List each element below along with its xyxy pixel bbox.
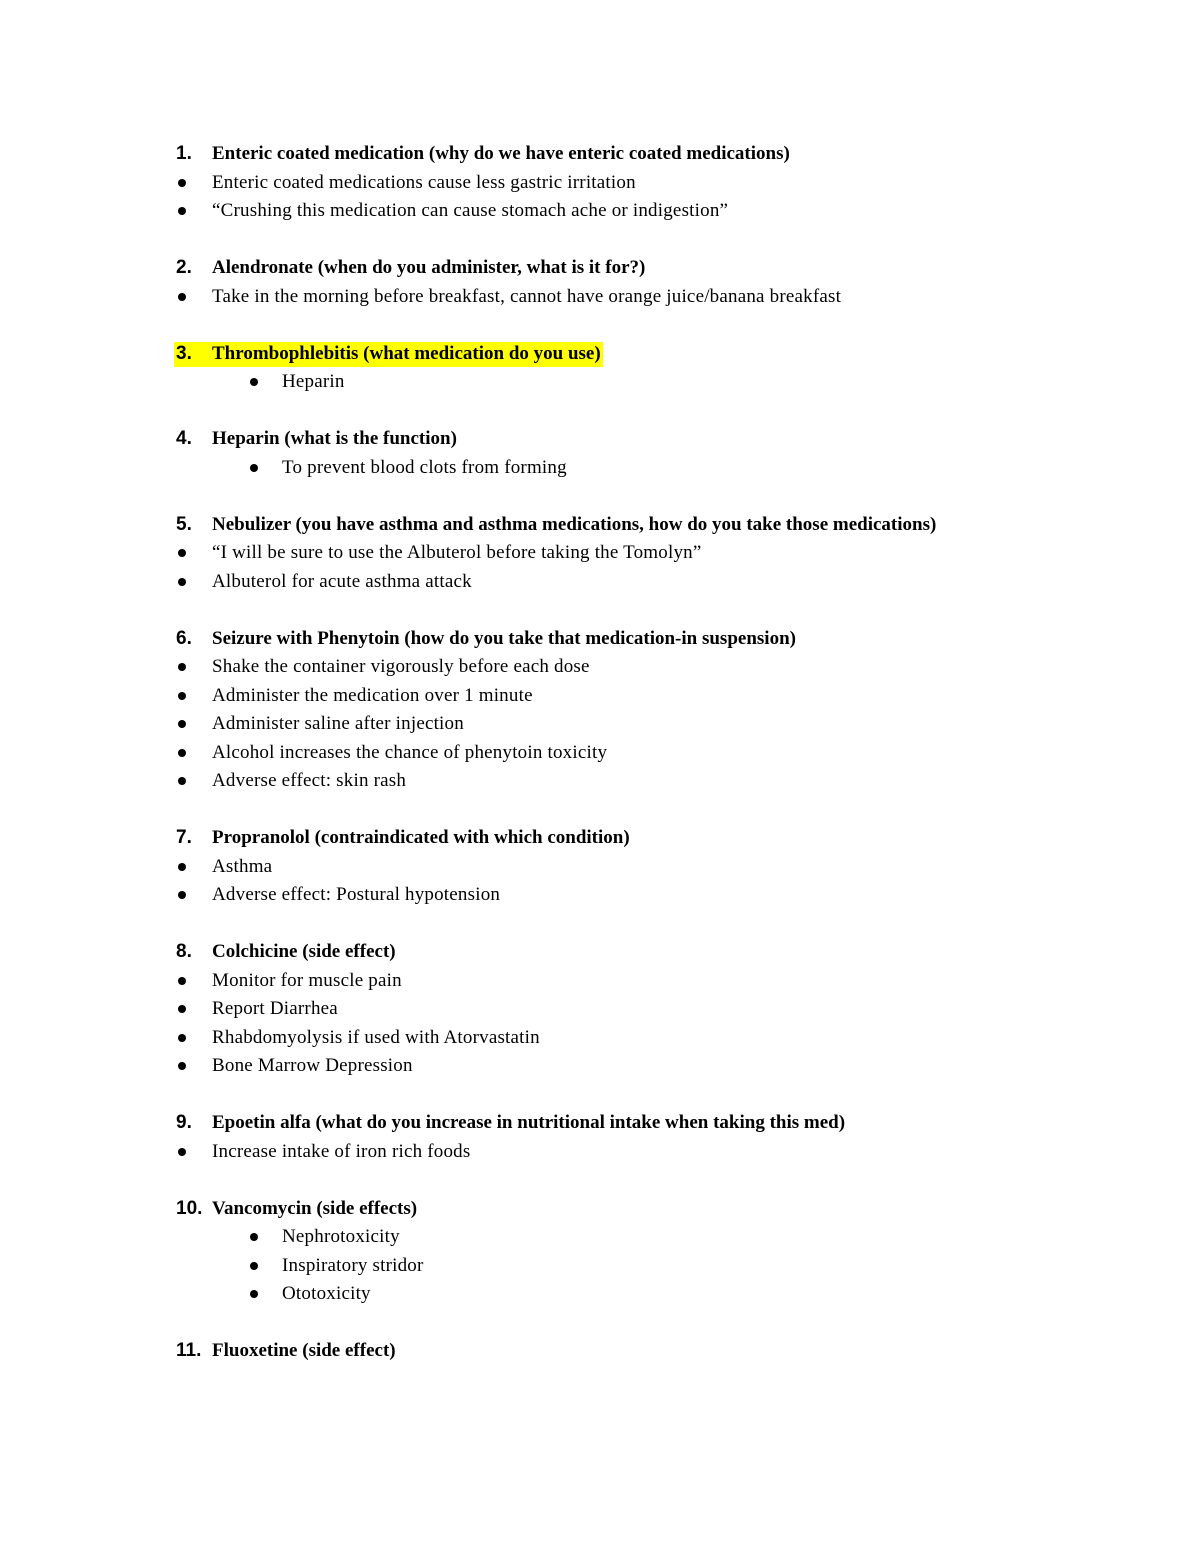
- question-title: Thrombophlebitis (what medication do you use): [212, 342, 601, 364]
- bullet-item: [0, 739, 1200, 768]
- bullet-icon: [250, 378, 258, 386]
- question-section: [0, 625, 1200, 796]
- question-title: Propranolol (contraindicated with which condition): [212, 827, 630, 848]
- question-heading: [0, 824, 1200, 853]
- bullet-item: [0, 653, 1200, 682]
- question-title: Vancomycin (side effects): [212, 1197, 418, 1219]
- bullet-icon: [178, 179, 186, 187]
- question-heading: [0, 938, 1200, 967]
- bullet-item: [0, 710, 1200, 739]
- question-heading: [0, 140, 1200, 169]
- question-title: Seizure with Phenytoin (how do you take that medication-in suspension): [212, 627, 796, 649]
- bullet-item: [0, 1052, 1200, 1081]
- bullet-item: [0, 881, 1200, 910]
- bullet-text: “Crushing this medication can cause stomach ache or indigestion”: [212, 200, 729, 221]
- bullet-text: Ototoxicity: [282, 1283, 371, 1304]
- question-number: 3.: [176, 342, 192, 364]
- question-number: 1.: [176, 143, 192, 164]
- bullet-icon: [250, 1233, 258, 1241]
- question-section: [0, 140, 1200, 226]
- bullet-icon: [178, 1148, 186, 1156]
- question-number: 9.: [176, 1112, 192, 1133]
- question-number: 6.: [176, 627, 192, 649]
- bullet-icon: [178, 777, 186, 785]
- question-title: Colchicine (side effect): [212, 941, 396, 962]
- bullet-icon: [178, 1005, 186, 1013]
- bullet-item: [0, 283, 1200, 312]
- question-heading: [0, 511, 1200, 540]
- bullet-icon: [178, 891, 186, 899]
- bullet-text: Report Diarrhea: [212, 998, 338, 1019]
- question-section: [0, 511, 1200, 597]
- bullet-text: Asthma: [212, 855, 273, 877]
- bullet-item: [0, 767, 1200, 796]
- bullet-text: Albuterol for acute asthma attack: [212, 570, 472, 592]
- question-heading: [0, 254, 1200, 283]
- question-heading: [0, 1109, 1200, 1138]
- bullet-item: [0, 197, 1200, 226]
- bullet-icon: [178, 692, 186, 700]
- bullet-item: [0, 1024, 1200, 1053]
- bullet-item: [0, 853, 1200, 882]
- question-title: Nebulizer (you have asthma and asthma medications, how do you take those medications): [212, 513, 937, 535]
- bullet-icon: [178, 720, 186, 728]
- bullet-item: [0, 1223, 1200, 1252]
- bullet-text: Take in the morning before breakfast, cannot have orange juice/banana breakfast: [212, 285, 842, 307]
- bullet-text: Heparin: [282, 371, 345, 392]
- bullet-item: [0, 169, 1200, 198]
- bullet-text: Alcohol increases the chance of phenytoin toxicity: [212, 741, 608, 763]
- bullet-text: Nephrotoxicity: [282, 1226, 400, 1247]
- question-number: 8.: [176, 941, 192, 962]
- bullet-text: Enteric coated medications cause less gastric irritation: [212, 171, 636, 193]
- bullet-icon: [250, 1262, 258, 1270]
- bullet-item: [0, 995, 1200, 1024]
- bullet-text: “I will be sure to use the Albuterol before taking the Tomolyn”: [212, 542, 702, 563]
- question-heading: [0, 1195, 1200, 1224]
- bullet-item: [0, 568, 1200, 597]
- bullet-icon: [178, 207, 186, 215]
- bullet-item: [0, 1280, 1200, 1309]
- bullet-icon: [178, 749, 186, 757]
- bullet-icon: [250, 464, 258, 472]
- bullet-text: Adverse effect: Postural hypotension: [212, 884, 501, 905]
- question-section: [0, 340, 1200, 397]
- bullet-text: Shake the container vigorously before each dose: [212, 656, 590, 677]
- bullet-icon: [178, 977, 186, 985]
- bullet-icon: [178, 663, 186, 671]
- question-heading: [0, 340, 1200, 369]
- question-heading: [0, 625, 1200, 654]
- bullet-item: [0, 454, 1200, 483]
- bullet-text: Adverse effect: skin rash: [212, 770, 407, 791]
- question-section: [0, 938, 1200, 1081]
- question-section: [0, 425, 1200, 482]
- bullet-icon: [178, 549, 186, 557]
- bullet-icon: [178, 1034, 186, 1042]
- question-number: 2.: [176, 257, 192, 278]
- question-number: 7.: [176, 827, 192, 848]
- question-number: 10.: [176, 1197, 203, 1219]
- bullet-item: [0, 1138, 1200, 1167]
- bullet-text: To prevent blood clots from forming: [282, 456, 567, 478]
- bullet-text: Rhabdomyolysis if used with Atorvastatin: [212, 1026, 540, 1048]
- bullet-text: Bone Marrow Depression: [212, 1055, 413, 1076]
- bullet-item: [0, 967, 1200, 996]
- bullet-text: Administer the medication over 1 minute: [212, 684, 533, 706]
- question-heading: [0, 1337, 1200, 1366]
- bullet-icon: [178, 863, 186, 871]
- bullet-item: [0, 539, 1200, 568]
- bullet-item: [0, 368, 1200, 397]
- question-title: Heparin (what is the function): [212, 428, 457, 449]
- bullet-icon: [178, 578, 186, 586]
- bullet-item: [0, 682, 1200, 711]
- question-number: 4.: [176, 428, 192, 449]
- question-section: [0, 254, 1200, 311]
- bullet-text: Inspiratory stridor: [282, 1254, 424, 1276]
- question-title: Enteric coated medication (why do we have enteric coated medications): [212, 143, 790, 164]
- question-title: Fluoxetine (side effect): [212, 1340, 396, 1361]
- question-heading: [0, 425, 1200, 454]
- question-section: [0, 1337, 1200, 1366]
- bullet-text: Monitor for muscle pain: [212, 969, 402, 991]
- question-title: Alendronate (when do you administer, what is it for?): [212, 257, 646, 278]
- question-number: 5.: [176, 513, 192, 535]
- question-section: [0, 824, 1200, 910]
- question-title: Epoetin alfa (what do you increase in nutritional intake when taking this med): [212, 1112, 846, 1133]
- document-body: [0, 140, 1200, 1394]
- question-section: [0, 1195, 1200, 1309]
- bullet-icon: [250, 1290, 258, 1298]
- bullet-text: Increase intake of iron rich foods: [212, 1140, 471, 1162]
- bullet-icon: [178, 1062, 186, 1070]
- question-number: 11.: [176, 1340, 202, 1361]
- bullet-text: Administer saline after injection: [212, 713, 464, 734]
- bullet-icon: [178, 293, 186, 301]
- bullet-item: [0, 1252, 1200, 1281]
- question-section: [0, 1109, 1200, 1166]
